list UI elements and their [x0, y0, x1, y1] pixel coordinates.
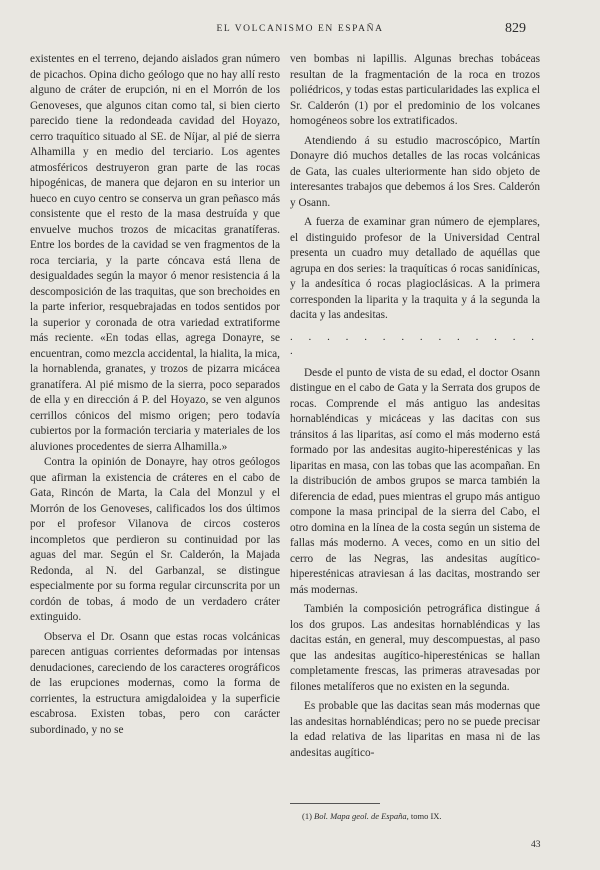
signature-mark: 43 [531, 840, 541, 850]
right-column [290, 52, 540, 761]
paragraph: Contra la opinión de Donayre, hay otros geólogos que afirman la existencia de cráteres en el cabo de Gata, Rincón de Marta, la Cala del Monzul y el Morrón de los Genoveses, calificados los dos últimos por el profesor Vilanova de circos costeros incompletos que perdieron su continuidad por las aguas del mar. Según el Sr. Calderón, la Majada Redonda, al N. del Garbanzal, se distingue especialmente por su forma regular circunscrita por un cordón de tobas, á modo de un verdadero cráter extinguido. [30, 456, 280, 623]
footnote-rule [290, 803, 380, 804]
paragraph: Es probable que las dacitas sean más modernas que las andesitas hornabléndicas; pero no se puede precisar la edad relativa de las liparitas en masa ni de las andesitas augítico- [290, 700, 540, 759]
paragraph: A fuerza de examinar gran número de ejemplares, el distinguido profesor de la Universidad Central presenta un cuadro muy detallado de aquéllas que agrupa en dos series: la traquíticas ó rocas sanidínicas, y la andesítica ó rocas plagioclásicas. A la primera corresponden la liparita y la traquita y á la segunda la dacita y las andesitas. [290, 216, 540, 321]
paragraph: También la composición petrográfica distingue á los dos grupos. Las andesitas hornabléndicas y las dacitas están, en general, muy descompuestas, al paso que las andesitas augítico-hiperesténicas se hallan completamente frescas, las primeras atravesadas por filones metalíferos que no existen en la segunda. [290, 603, 540, 693]
page-number: 829 [505, 21, 526, 36]
left-column [30, 52, 280, 738]
footnote-marker: (1) [302, 811, 312, 821]
footnote [302, 811, 442, 821]
footnote-volume: tomo IX. [410, 811, 442, 821]
running-title: EL VOLCANISMO EN ESPAÑA [216, 24, 384, 34]
paragraph: ven bombas ni lapillis. Algunas brechas tobáceas resultan de la fragmentación de la roca en trozos poliédricos, y todas estas particularidades las explica el Sr. Calderón (1) por el predominio de los volcanes homogéneos sobre los extratificados. [290, 53, 540, 127]
paragraph: Atendiendo á su estudio macroscópico, Martín Donayre dió muchos detalles de las rocas volcánicas de Gata, las cuales ulteriormente han sido objeto de interesantes trabajos que debemos á los Sres. Calderón y Osann. [290, 134, 540, 209]
paragraph: Desde el punto de vista de su edad, el doctor Osann distingue en el cabo de Gata y la Serrata dos grupos de rocas. Comprende el más antiguo las andesitas hornabléndicas y micáceas y las dacitas con sus tránsitos á las liparitas, así como el más moderno está formado por las andesitas augito-hiperesténicas y las liparitas en masa, con las tobas que las acompañan. En la distribución de ambos grupos se marca también la diferencia de edad, pues mientras el grupo más antiguo compone la masa principal de la sierra del Cabo, el otro domina en la línea de la costa según un sistema de fallas más moderno. A veces, como en un sitio del cerro de las Negras, las andesitas augítico-hiperesténicas atraviesan á las dacitas, mostrando ser más modernas. [290, 366, 540, 596]
paragraph: existentes en el terreno, dejando aislados gran número de picachos. Opina dicho geólogo que no hay allí resto alguno de cráter de erupción, ni en el Morrón de los Genoveses, que algunos citan como tal, si bien cierto parecido tiene la redondeada cavidad del Hoyazo, cerro traquítico situado al SE. de Níjar, al pié de sierra Alhamilla y en medio del terciario. Los agentes atmosféricos destruyeron gran parte de las rocas hipogénicas, de manera que dejaron en su interior un hueco en cuyo centro se conserva un gran peñasco más consistente que el resto de la masa destruída y que envuelve muchos trozos de micacitas granatíferas. Entre los bordes de la cavidad se ven fragmentos de la roca terciaria, y la parte cóncava está llena de desigualdades según la mayor ó menor resistencia á la descomposición de las traquitas, que son brechoides en la parte inferior, resquebrajadas en todos sentidos por la superior y coronada de otra variedad extratiforme más reciente. «En todas ellas, agrega Donayre, se encuentran, como mezcla accidental, la hialita, la mica, la hornablenda, granates, y trozos de pizarra micácea granatífera. Al pié mismo de la sierra, poco separados de ella y en dirección á P. del Hoyazo, se ven algunos cerrillos cónicos del mismo origen; pero todavía cubiertos por la formación terciaria y materiales de los aluviones procedentes de sierra Alhamilla.» [30, 53, 280, 453]
footnote-source: Bol. Mapa geol. de España, [314, 811, 409, 821]
section-break-dots: . . . . . . . . . . . . . . . [290, 330, 540, 357]
paragraph: Observa el Dr. Osann que estas rocas volcánicas parecen antiguas corrientes deformadas por intensas denudaciones, careciendo de los caracteres orográficos de las erupciones modernas, como la forma de corrientes, la estructura amigdaloidea y la superficie escabrosa. Existen tobas, pero con carácter subordinado, y no se [30, 630, 280, 736]
